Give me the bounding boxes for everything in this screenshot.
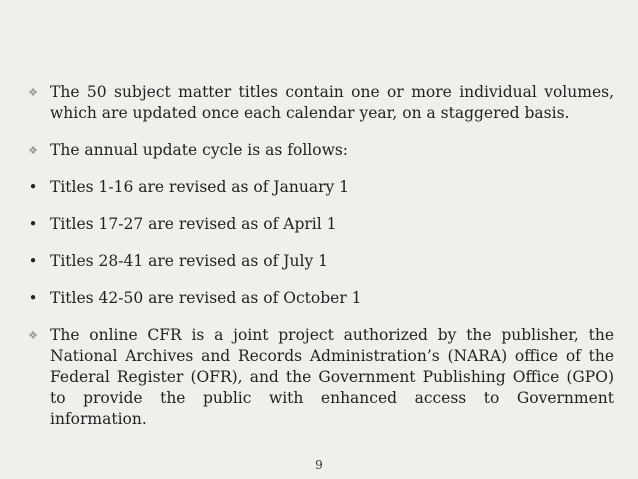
bullet-text: Titles 42-50 are revised as of October 1 [50, 289, 362, 307]
dot-bullet-icon: • [28, 178, 38, 196]
bullet-item [26, 214, 614, 235]
bullet-item [26, 82, 614, 124]
bullet-text: Titles 17-27 are revised as of April 1 [50, 215, 337, 233]
dot-bullet-icon: • [28, 252, 38, 270]
bullet-item [26, 325, 614, 430]
diamond-bullet-icon: ❖ [28, 329, 38, 342]
bullet-item [26, 177, 614, 198]
dot-bullet-icon: • [28, 289, 38, 307]
bullet-text: Titles 28-41 are revised as of July 1 [50, 252, 328, 270]
bullet-item [26, 288, 614, 309]
bullet-item [26, 251, 614, 272]
bullet-text: The online CFR is a joint project authorized by the publisher, the National Archives and Records Administration’s (NARA) office of the Federal Register (OFR), and the Government Publishing Office (GPO) to provide the public with enhanced access to Government information. [50, 326, 614, 428]
bullet-text: The annual update cycle is as follows: [50, 141, 349, 159]
bullet-list [26, 82, 614, 446]
dot-bullet-icon: • [28, 215, 38, 233]
bullet-text: The 50 subject matter titles contain one or more individual volumes, which are updated once each calendar year, on a staggered basis. [50, 83, 614, 122]
bullet-text: Titles 1-16 are revised as of January 1 [50, 178, 350, 196]
bullet-item [26, 140, 614, 161]
diamond-bullet-icon: ❖ [28, 144, 38, 157]
page-number: 9 [315, 458, 323, 472]
diamond-bullet-icon: ❖ [28, 86, 38, 99]
